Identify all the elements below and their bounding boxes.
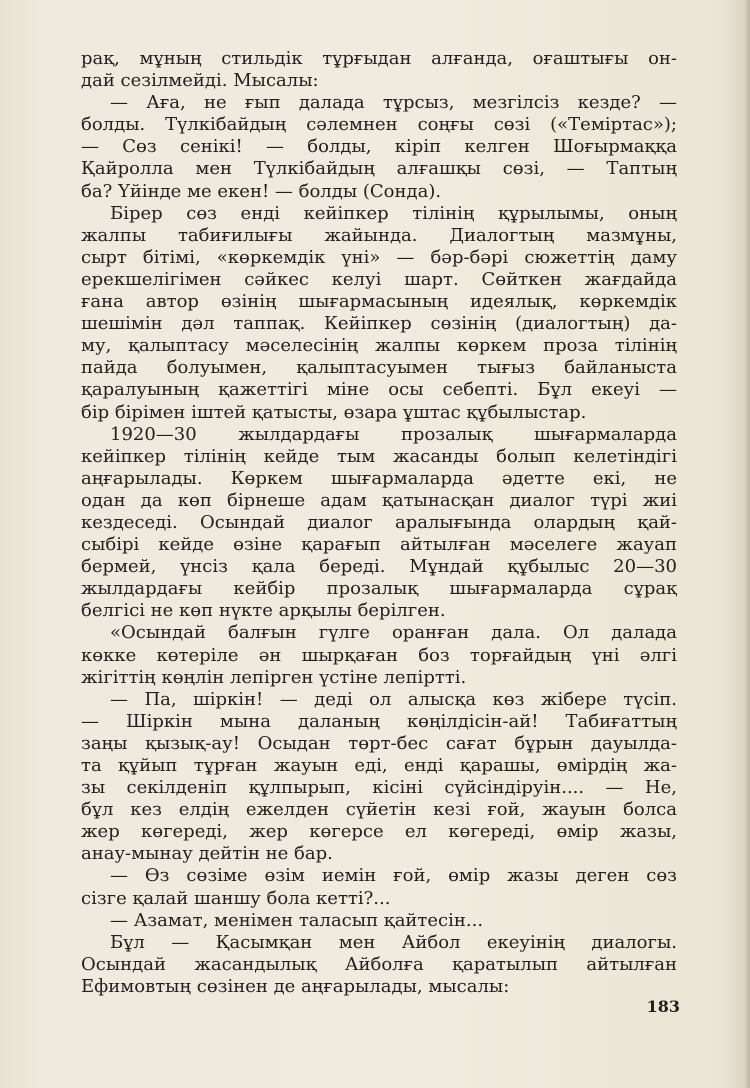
text-line: бір бірімен іштей қатысты, өзара ұштас құбылыстар. — [81, 401, 587, 423]
text-line: ерекшелігімен сәйкес келуі шарт. Сөйткен жағдайда — [81, 268, 677, 290]
text-line: — Азамат, менімен таласып қайтесін... — [110, 909, 484, 931]
text-line: көкке көтеріле ән шырқаған боз торғайдың үні әлгі — [81, 644, 677, 666]
text-line: — Сөз сенікі! — болды, кіріп келген Шоғырмаққа — [81, 136, 677, 158]
text-line: қаралуының қажеттігі міне осы себепті. Бұл екеуі — — [81, 379, 677, 401]
text-line: 1920—30 жылдардағы прозалық шығармаларда — [110, 423, 677, 445]
text-line: сізге қалай шаншу бола кетті?... — [81, 887, 391, 909]
text-line: — Аға, не ғып далада тұрсыз, мезгілсіз кезде? — — [110, 92, 677, 114]
text-line: дай сезілмейді. Мысалы: — [81, 70, 319, 92]
text-line: — Өз сөзіме өзім иемін ғой, өмір жазы деген сөз — [110, 865, 677, 887]
text-line: ғана автор өзінің шығармасының идеялық, көркемдік — [81, 291, 677, 313]
text-line: одан да көп бірнеше адам қатынасқан диалог түрі жиі — [81, 489, 677, 511]
text-line: жылдардағы кейбір прозалық шығармаларда сұрақ — [81, 578, 677, 600]
text-line: ба? Үйінде ме екен! — болды (Сонда). — [81, 180, 442, 202]
page-number: 183 — [646, 997, 680, 1016]
text-line: пайда болуымен, қалыптасуымен тығыз байланыста — [81, 357, 677, 379]
text-line: сырт бітімі, «көркемдік үні» — бәр-бәрі сюжеттің даму — [81, 246, 677, 268]
text-line: бұл кез елдің ежелден сүйетін кезі ғой, жауын болса — [81, 799, 677, 821]
body-text — [81, 48, 677, 998]
text-line: Қайролла мен Түлкібайдың алғашқы сөзі, — Таптың — [81, 158, 677, 180]
text-line: — Шіркін мына даланың көңілдісін-ай! Табиғаттың — [81, 710, 677, 732]
text-line: жалпы табиғилығы жайында. Диалогтың мазмұны, — [81, 224, 677, 246]
text-line: та құйып тұрған жауын еді, енді қарашы, өмірдің жа- — [81, 755, 677, 776]
text-line: анау-мынау дейтін не бар. — [81, 843, 333, 865]
text-line: кездеседі. Осындай диалог аралығында олардың қай- — [81, 511, 677, 533]
text-line: жер көгереді, жер көгерсе ел көгереді, өмір жазы, — [81, 821, 677, 843]
text-line: «Осындай балғын гүлге оранған дала. Ол далада — [110, 622, 677, 644]
text-line: аңғарылады. Көркем шығармаларда әдетте екі, не — [81, 467, 677, 489]
page-edge-shadow — [744, 0, 750, 1088]
text-line: му, қалыптасу мәселесінің жалпы көркем проза тілінің — [81, 335, 677, 357]
text-line: — Па, шіркін! — деді ол алысқа көз жібере түсіп. — [110, 688, 677, 710]
text-line: сыбірі кейде өзіне қарағып айтылған мәселеге жауап — [81, 534, 677, 556]
text-line: бермей, үнсіз қала береді. Мұндай құбылыс 20—30 — [81, 556, 677, 578]
text-line: белгісі не көп нүкте арқылы берілген. — [81, 600, 446, 622]
text-line: заңы қызық-ау! Осыдан төрт-бес сағат бұрын дауылда- — [81, 732, 677, 754]
text-line: Бірер сөз енді кейіпкер тілінің құрылымы, оның — [110, 202, 677, 224]
text-line: шешімін дәл таппақ. Кейіпкер сөзінің (диалогтың) да- — [81, 313, 677, 335]
text-line: Бұл — Қасымқан мен Айбол екеуінің диалогы. — [110, 931, 677, 953]
text-line: Ефимовтың сөзінен де аңғарылады, мысалы: — [81, 975, 510, 997]
text-line: Осындай жасандылық Айболға қаратылып айтылған — [81, 953, 677, 975]
text-line: зы секілденіп құлпырып, кісіні сүйсіндіруін.... — Не, — [81, 777, 677, 799]
text-line: кейіпкер тілінің кейде тым жасанды болып келетіндігі — [81, 445, 677, 467]
text-line: жігіттің көңлін лепірген үстіне лепіртті. — [81, 666, 467, 688]
text-line: рақ, мұның стильдік тұрғыдан алғанда, оғаштығы он- — [81, 48, 677, 69]
text-line: болды. Түлкібайдың сәлемнен соңғы сөзі («Теміртас»); — [81, 114, 677, 136]
